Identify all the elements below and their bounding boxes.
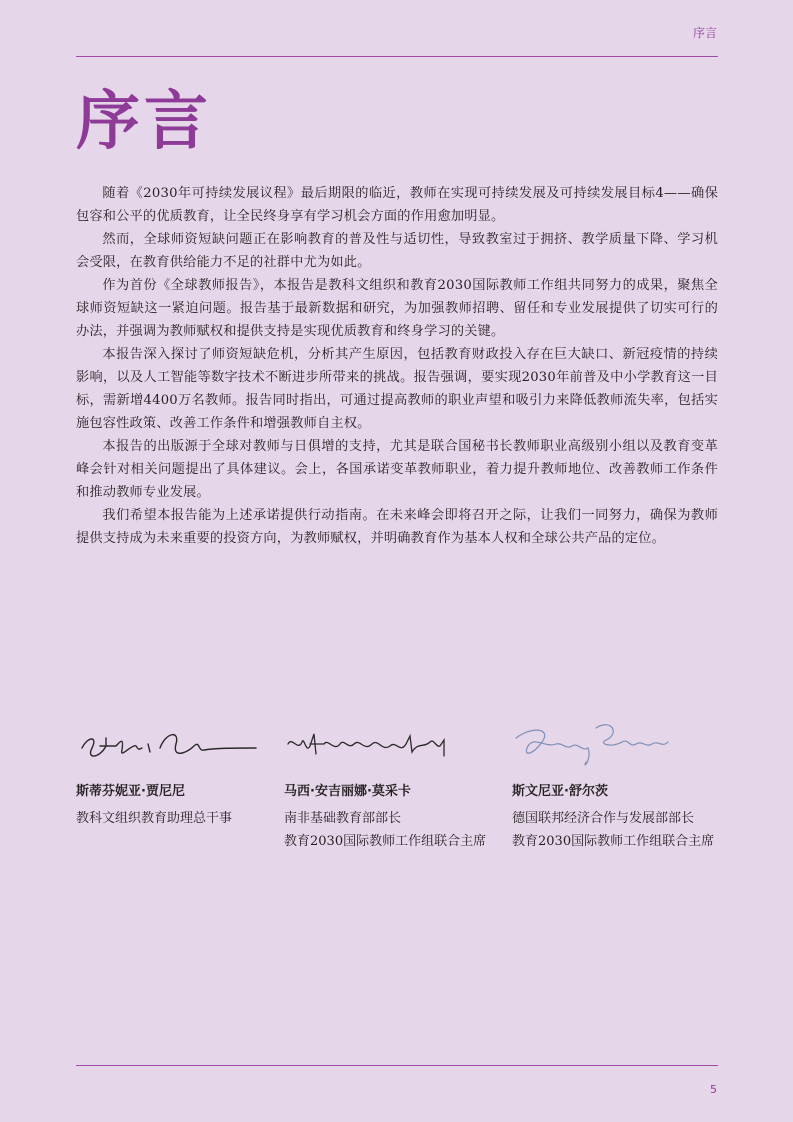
running-header: 序言: [692, 26, 717, 40]
handwritten-signature: [512, 718, 702, 774]
paragraph: 作为首份《全球教师报告》，本报告是教科文组织和教育2030国际教师工作组共同努力的成果，聚焦全球师资短缺这一紧迫问题。报告基于最新数据和研究，为加强教师招聘、留任和专业发展提供了切实可行的办法，并强调为教师赋权和提供支持是实现优质教育和终身学习的关键。: [76, 278, 718, 339]
paragraph: 我们希望本报告能为上述承诺提供行动指南。在未来峰会即将召开之际，让我们一同努力，确保为教师提供支持成为未来重要的投资方向，为教师赋权，并明确教育作为基本人权和全球公共产品的定位。: [76, 508, 718, 546]
signatory-name: 马西·安吉丽娜·莫采卡: [284, 784, 411, 799]
signatory-title: 教育2030国际教师工作组联合主席: [512, 834, 715, 849]
paragraph: 本报告深入探讨了师资短缺危机，分析其产生原因，包括教育财政投入存在巨大缺口、新冠疫情的持续影响，以及人工智能等数字技术不断进步所带来的挑战。报告强调，要实现2030年前普及中小学教育这一目标，需新增4400万名教师。报告同时指出，可通过提高教师的职业声望和吸引力来降低教师流失率，包括实施包容性政策、改善工作条件和增强教师自主权。: [76, 347, 718, 431]
signature-stroke: [288, 734, 444, 756]
paragraph: 本报告的出版源于全球对教师与日俱增的支持，尤其是联合国秘书长教师职业高级别小组以及教育变革峰会针对相关问题提出了具体建议。会上，各国承诺变革教师职业，着力提升教师地位、改善教师工作条件和推动教师专业发展。: [76, 439, 718, 500]
paragraph: 然而，全球师资短缺问题正在影响教育的普及性与适切性，导致教室过于拥挤、教学质量下降、学习机会受限，在教育供给能力不足的社群中尤为如此。: [76, 232, 718, 270]
handwritten-signature: [76, 718, 266, 774]
signature-block: [76, 718, 266, 830]
handwritten-signature: [284, 718, 474, 774]
signature-block: [284, 718, 486, 853]
paragraph: 随着《2030年可持续发展议程》最后期限的临近，教师在实现可持续发展及可持续发展目标4——确保包容和公平的优质教育，让全民终身享有学习机会方面的作用愈加明显。: [76, 186, 718, 224]
signatory-title: 教科文组织教育助理总干事: [76, 811, 233, 826]
page-title: 序言: [76, 85, 212, 159]
page-number: 5: [710, 1083, 717, 1096]
signature-block: [512, 718, 714, 853]
header-rule: [76, 56, 718, 57]
signatory-title: 教育2030国际教师工作组联合主席: [284, 834, 487, 849]
footer-rule: [76, 1065, 718, 1066]
signatory-name: 斯文尼亚·舒尔茨: [512, 784, 608, 799]
signature-stroke: [516, 725, 668, 765]
body-text: [76, 182, 718, 550]
signatory-title: 南非基础教育部部长: [284, 811, 402, 826]
signatory-name: 斯蒂芬妮亚·贾尼尼: [76, 784, 185, 799]
signature-stroke: [82, 735, 256, 756]
signatory-title: 德国联邦经济合作与发展部部长: [512, 811, 695, 826]
